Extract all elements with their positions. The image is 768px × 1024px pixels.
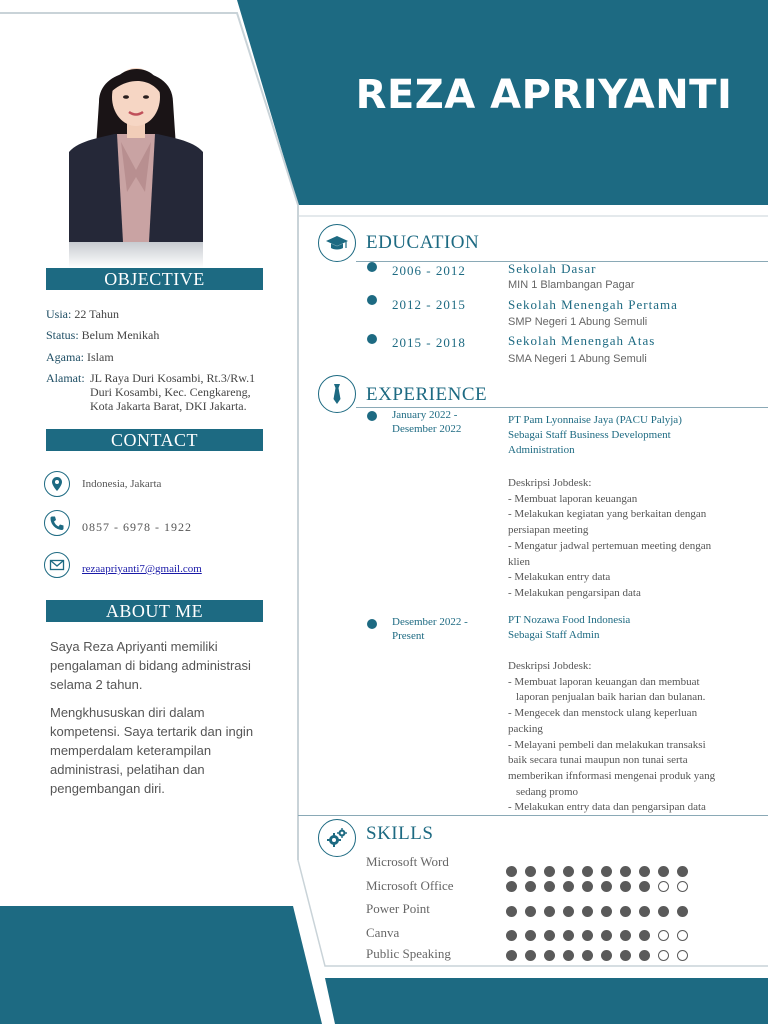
job-duty: - Mengecek dan menstock ulang keperluan [508, 707, 698, 720]
timeline-dot [367, 295, 377, 305]
skills-rule [298, 815, 768, 816]
age-value: 22 Tahun [74, 307, 119, 321]
skill-dot-filled [563, 950, 574, 961]
about-paragraph-1: Saya Reza Apriyanti memiliki pengalaman di bidang administrasi selama 2 tahun. [50, 639, 251, 692]
about-paragraph-2: Mengkhususkan diri dalam kompetensi. Saya tertarik dan ingin memperdalam keterampilan administrasi, pelatihan dan pengembangan diri. [50, 705, 254, 796]
skill-dot-filled [544, 930, 555, 941]
profile-photo [69, 42, 203, 242]
address-line: JL Raya Duri Kosambi, Rt.3/Rw.1 [90, 371, 256, 385]
skill-dot-filled [639, 950, 650, 961]
education-years: 2012 - 2015 [392, 297, 466, 312]
skill-dot-filled [563, 906, 574, 917]
skill-dot-filled [677, 866, 688, 877]
skill-dot-filled [620, 866, 631, 877]
job-role: Sebagai Staff Business Development [508, 429, 671, 441]
skill-dot-filled [639, 906, 650, 917]
education-school: Sekolah Menengah Atas [508, 333, 656, 348]
skill-dot-filled [658, 906, 669, 917]
skill-dot-empty [677, 881, 688, 892]
contact-heading: CONTACT [46, 429, 263, 451]
timeline-dot [367, 619, 377, 629]
education-years: 2006 - 2012 [392, 263, 466, 278]
address-line: Kota Jakarta Barat, DKI Jakarta. [90, 399, 247, 413]
skill-dot-filled [506, 866, 517, 877]
experience-date [392, 615, 468, 643]
skill-name: Microsoft Office [366, 878, 454, 893]
skill-dot-filled [601, 881, 612, 892]
job-duty: persiapan meeting [508, 524, 589, 537]
skill-dot-filled [639, 866, 650, 877]
experience-date-start: January 2022 - [392, 409, 458, 421]
skills-heading: SKILLS [366, 823, 434, 844]
skill-dot-filled [582, 906, 593, 917]
skill-dot-filled [563, 866, 574, 877]
photo-reflection [69, 242, 203, 268]
skill-name: Public Speaking [366, 946, 451, 961]
skill-dot-filled [544, 906, 555, 917]
skill-dot-filled [525, 866, 536, 877]
skill-dot-filled [506, 906, 517, 917]
status-value: Belum Menikah [81, 328, 160, 342]
education-school-name: MIN 1 Blambangan Pagar [508, 279, 635, 291]
skill-dot-empty [677, 930, 688, 941]
job-duty: - Melayani pembeli dan melakukan transaksi [508, 738, 706, 751]
job-description-title: Deskripsi Jobdesk: [508, 477, 592, 489]
skill-rating [506, 866, 688, 877]
skill-dot-filled [639, 930, 650, 941]
contact-location: Indonesia, Jakarta [82, 478, 162, 490]
company-name: PT Nozawa Food Indonesia [508, 614, 631, 626]
education-school-name: SMA Negeri 1 Abung Semuli [508, 353, 647, 365]
skill-dot-filled [639, 881, 650, 892]
skill-rating [506, 930, 688, 941]
education-school: Sekolah Menengah Pertama [508, 297, 678, 312]
skill-dot-filled [563, 930, 574, 941]
job-duty: - Melakukan pengarsipan data [508, 586, 641, 599]
status-label: Status: [46, 328, 79, 342]
skill-dot-filled [525, 881, 536, 892]
job-duty: memberikan ifnformasi mengenai produk yang [508, 769, 716, 782]
skill-dot-empty [658, 930, 669, 941]
skill-name: Power Point [366, 901, 430, 916]
skill-dot-filled [677, 906, 688, 917]
skill-dot-filled [544, 950, 555, 961]
contact-email-link[interactable]: rezaapriyanti7@gmail.com [82, 563, 202, 575]
skill-dot-empty [658, 950, 669, 961]
skill-dot-filled [544, 866, 555, 877]
religion-label: Agama: [46, 350, 84, 364]
skill-dot-filled [525, 950, 536, 961]
address-label: Alamat: [46, 371, 85, 385]
timeline-dot [367, 262, 377, 272]
skill-rating [506, 881, 688, 892]
skill-dot-filled [601, 906, 612, 917]
skill-dot-empty [658, 881, 669, 892]
experience-date [392, 408, 461, 436]
job-duty: - Melakukan kegiatan yang berkaitan dengan [508, 508, 707, 521]
skill-dot-filled [620, 906, 631, 917]
objective-heading: OBJECTIVE [46, 268, 263, 290]
education-school: Sekolah Dasar [508, 261, 597, 276]
experience-heading: EXPERIENCE [366, 384, 488, 405]
job-duty: klien [508, 555, 530, 568]
skill-dot-filled [620, 930, 631, 941]
job-role: Sebagai Staff Admin [508, 629, 600, 641]
skill-dot-filled [506, 930, 517, 941]
job-duty: - Mengatur jadwal pertemuan meeting dengan [508, 539, 712, 552]
job-role: Administration [508, 444, 575, 456]
job-duty: - Melakukan entry data dan pengarsipan data [508, 801, 706, 814]
skill-dot-filled [525, 930, 536, 941]
skill-dot-empty [677, 950, 688, 961]
skill-rating [506, 950, 688, 961]
skill-name: Canva [366, 925, 400, 940]
skill-dot-filled [582, 881, 593, 892]
religion-value: Islam [87, 350, 114, 364]
religion-row [46, 350, 114, 365]
status-row [46, 328, 159, 343]
job-duty: laporan penjualan baik harian dan bulanan. [516, 691, 706, 704]
location-icon [44, 471, 70, 497]
job-duty: - Membuat laporan keuangan dan membuat [508, 675, 700, 688]
address-line: Duri Kosambi, Kec. Cengkareng, [90, 385, 251, 399]
job-duty: - Membuat laporan keuangan [508, 492, 638, 505]
experience-company [508, 613, 630, 643]
gears-icon [318, 819, 356, 857]
candidate-name: REZA APRIYANTI [355, 72, 733, 118]
job-duty: baik secara tunai maupun non tunai serta [508, 754, 688, 767]
about-heading: ABOUT ME [46, 600, 263, 622]
skill-dot-filled [506, 881, 517, 892]
job-duty: - Melakukan entry data [508, 571, 611, 584]
experience-date-end: Desember 2022 [392, 423, 462, 435]
job-description [508, 659, 748, 816]
job-description-title: Deskripsi Jobdesk: [508, 660, 592, 672]
timeline-dot [367, 411, 377, 421]
skill-name: Microsoft Word [366, 854, 449, 869]
age-label: Usia: [46, 307, 72, 321]
skill-dot-filled [525, 906, 536, 917]
job-duty: packing [508, 722, 543, 735]
skill-dot-filled [582, 930, 593, 941]
skill-dot-filled [563, 881, 574, 892]
experience-date-start: Desember 2022 - [392, 616, 468, 628]
education-years: 2015 - 2018 [392, 335, 466, 350]
job-description [508, 476, 748, 602]
experience-company [508, 413, 682, 458]
job-duty: sedang promo [516, 785, 579, 798]
skill-dot-filled [620, 881, 631, 892]
skill-dot-filled [620, 950, 631, 961]
address-row [46, 371, 271, 413]
email-icon [44, 552, 70, 578]
timeline-dot [367, 334, 377, 344]
skill-dot-filled [582, 950, 593, 961]
company-name: PT Pam Lyonnaise Jaya (PACU Palyja) [508, 414, 682, 426]
skill-dot-filled [601, 930, 612, 941]
experience-date-end: Present [392, 630, 425, 642]
skill-rating [506, 906, 688, 917]
skill-dot-filled [544, 881, 555, 892]
skill-dot-filled [601, 866, 612, 877]
necktie-icon [318, 375, 356, 413]
age-row [46, 307, 119, 322]
skill-dot-filled [506, 950, 517, 961]
skill-dot-filled [582, 866, 593, 877]
education-school-name: SMP Negeri 1 Abung Semuli [508, 316, 648, 328]
education-heading: EDUCATION [366, 232, 480, 253]
graduation-cap-icon [318, 224, 356, 262]
skill-dot-filled [601, 950, 612, 961]
contact-phone: 0857 - 6978 - 1922 [82, 520, 192, 534]
skill-dot-filled [658, 866, 669, 877]
phone-icon [44, 510, 70, 536]
